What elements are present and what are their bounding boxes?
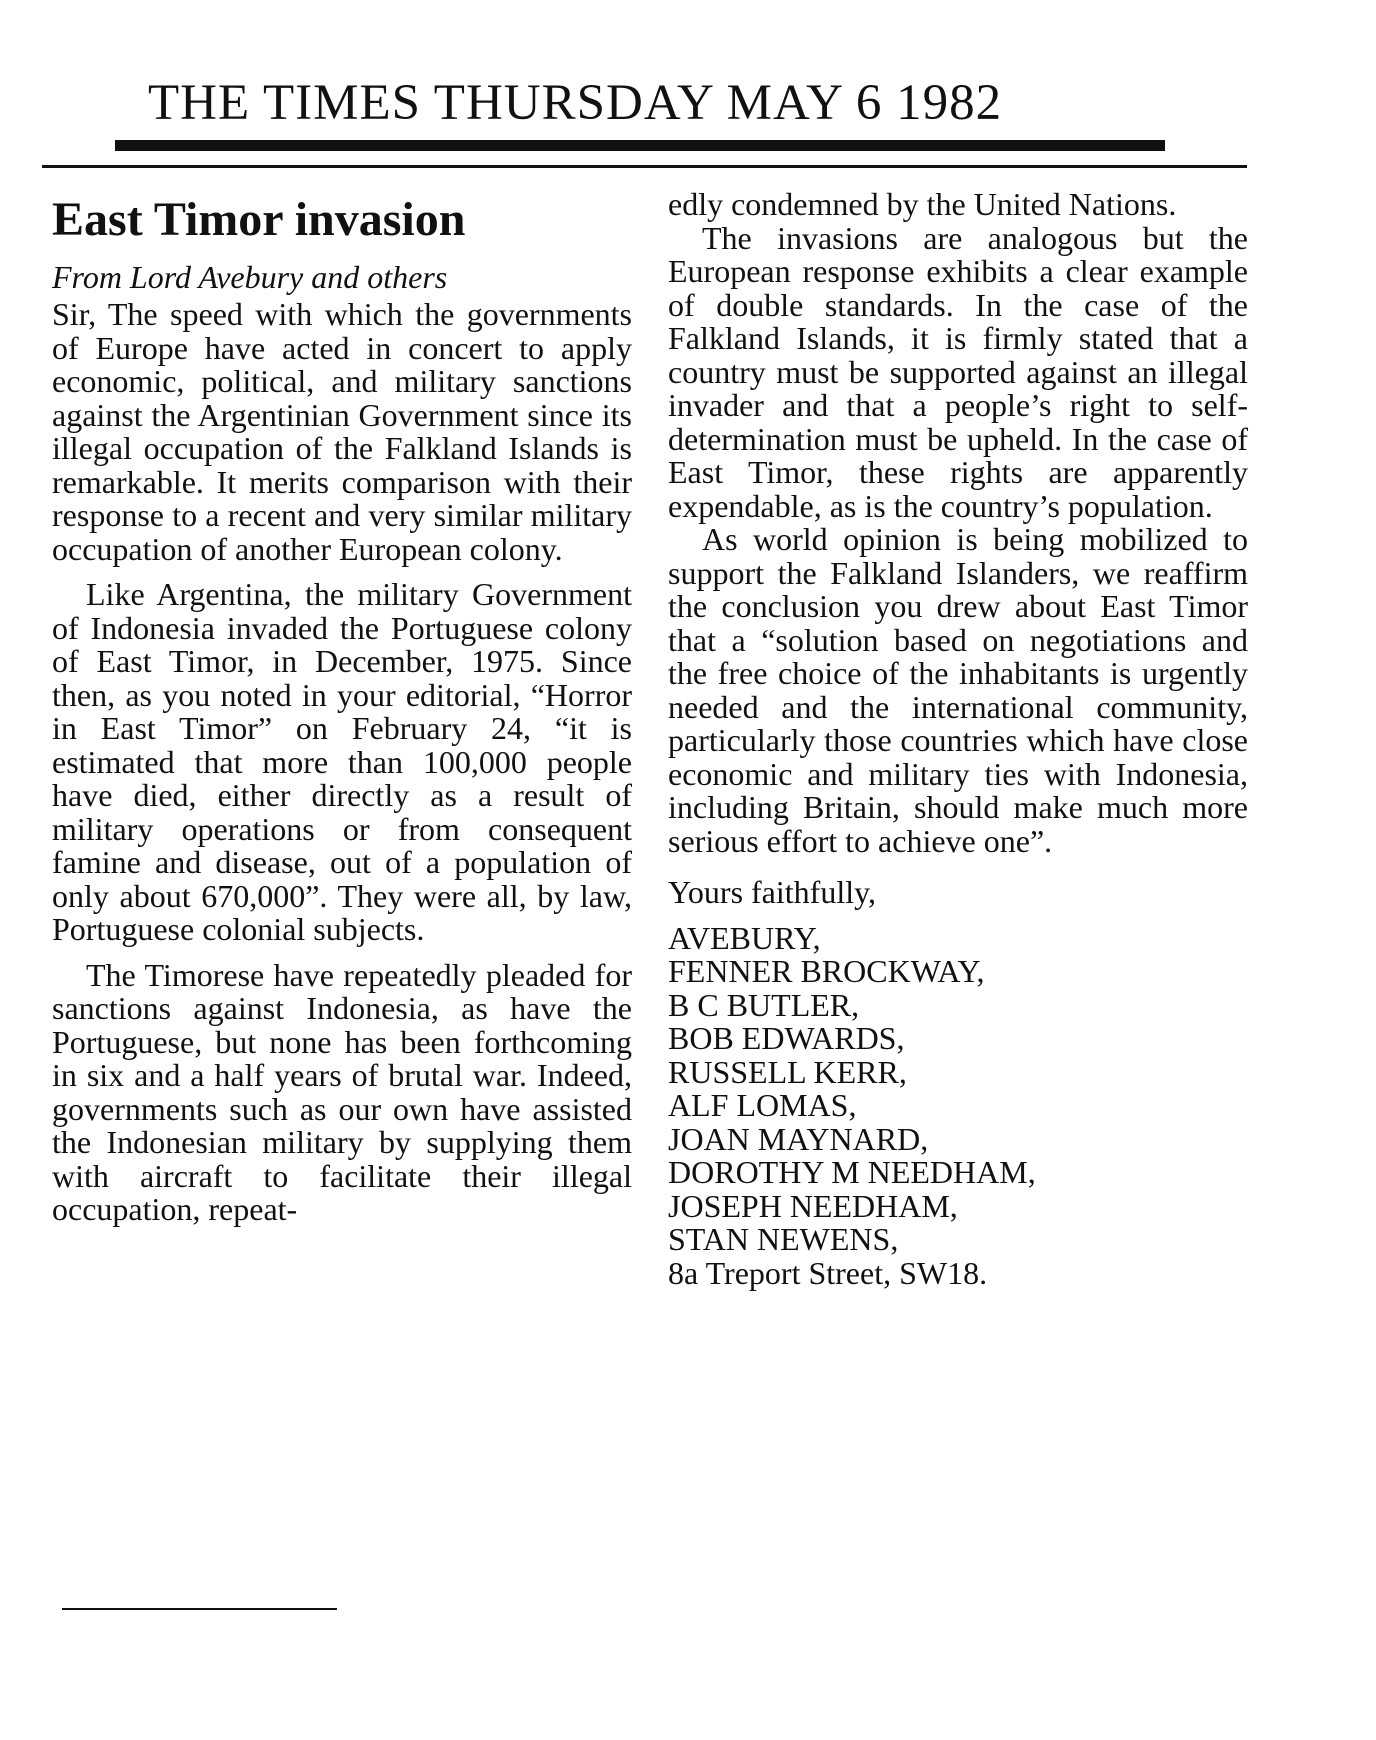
signatory-list (668, 919, 1248, 1291)
article-byline: From Lord Avebury and others (52, 258, 448, 295)
left-column (52, 188, 632, 1239)
paragraph-1: Sir, The speed with which the governments of Europe have acted in concert to apply economic, political, and military sanctions against the Argentinian Government since its illegal occupation of the Falkland Islands is remarkable. It merits comparison with their response to a recent and very similar military occupation of another European colony. (52, 296, 632, 567)
article-headline: East Timor invasion (52, 193, 466, 246)
paragraph-6: As world opinion is being mobilized to support the Falkland Islanders, we reaffirm the conclusion you drew about East Timor that a “solution based on negotiations and the free choice of the inhabitants is urgently needed and the international community, particularly those countries which have close economic and military ties with Indonesia, including Britain, should make much more serious effort to achieve one”. (668, 521, 1248, 859)
paragraph-5: The invasions are analogous but the European response exhibits a clear example of double standards. In the case of the Falkland Islands, it is firmly stated that a country must be supported against an illegal invader and that a people’s right to self-determination must be upheld. In the case of East Timor, these rights are apparently expendable, as is the country’s population. (668, 219, 1248, 524)
signatory: DOROTHY M NEEDHAM, (668, 1154, 1036, 1190)
closing: Yours faithfully, (668, 874, 877, 910)
paragraph-3: The Timorese have repeatedly pleaded for sanctions against Indonesia, as have the Portuguese, but none has been forthcoming in six and a half years of brutal war. Indeed, governments such as our own have assisted the Indonesian military by supplying them with aircraft to facilitate their illegal occupation, repeat- (52, 956, 632, 1228)
signatory: RUSSELL KERR, (668, 1053, 907, 1090)
paragraph-4: edly condemned by the United Nations. (668, 186, 1177, 222)
signatory: B C BUTLER, (668, 986, 860, 1023)
right-column (668, 188, 1248, 1290)
signatory: JOAN MAYNARD, (668, 1120, 929, 1157)
signatory: AVEBURY, (668, 919, 821, 956)
signatory: BOB EDWARDS, (668, 1020, 905, 1056)
signatory: JOSEPH NEEDHAM, (668, 1187, 958, 1224)
signatory: FENNER BROCKWAY, (668, 953, 985, 989)
signatory: ALF LOMAS, (668, 1087, 857, 1123)
top-rule (42, 165, 1247, 168)
masthead: THE TIMES THURSDAY MAY 6 1982 (148, 75, 1003, 131)
bottom-rule (62, 1608, 337, 1610)
masthead-rule (115, 140, 1165, 151)
address: 8a Treport Street, SW18. (668, 1254, 988, 1291)
signatory: STAN NEWENS, (668, 1221, 899, 1257)
paragraph-2: Like Argentina, the military Government of Indonesia invaded the Portuguese colony of East Timor, in December, 1975. Since then, as you noted in your editorial, “Horror in East Timor” on February 24, “it is estimated that more than 100,000 people have died, either directly as a result of military operations or from consequent famine and disease, out of a population of only about 670,000”. They were all, by law, Portuguese colonial subjects. (52, 576, 632, 948)
